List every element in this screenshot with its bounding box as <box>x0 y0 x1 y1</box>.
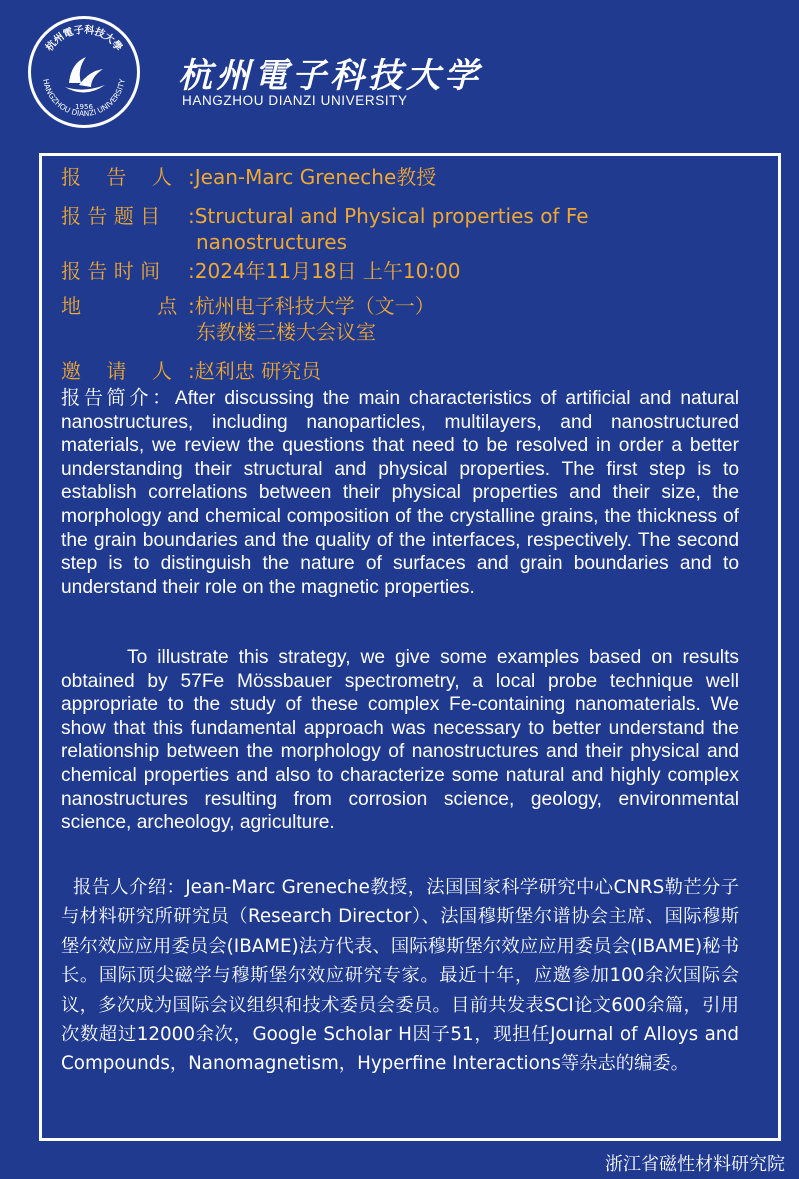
university-name-cn: 杭州電子科技大学 <box>178 56 482 96</box>
header <box>0 0 799 150</box>
speaker-row <box>61 165 437 190</box>
place-value-line1: :杭州电子科技大学（文一） <box>188 294 435 318</box>
speaker-label: 报 告 人 <box>61 165 172 189</box>
speaker-value: :Jean-Marc Greneche教授 <box>188 165 437 189</box>
speaker-bio: 报告人介绍：Jean-Marc Greneche教授，法国国家科学研究中心CNRS勒芒分子与材料研究所研究员（Research Director）、法国穆斯堡尔谱协会主席、国际穆斯堡尔效应应用委员会(IBAME)法方代表、国际穆斯堡尔效应应用委员会(IBAME)秘书长。国际顶尖磁学与穆斯堡尔效应研究专家。最近十年，应邀参加100余次国际会议，多次成为国际会议组织和技术委员会委员。目前共发表SCI论文600余篇，引用次数超过12000余次，Google Scholar H因子51，现担任Journal of Alloys and Compounds，Nanomagnetism，Hyperfine Interactions等杂志的编委。 <box>61 877 739 1075</box>
abstract-paragraph-2: To illustrate this strategy, we give some examples based on results obtained by 57Fe Mössbauer spectrometry, a local probe technique well appropriate to the study of these complex Fe-containing nanomaterials. We show that this fundamental approach was necessary to better understand the relationship between the morphology of nanostructures and their physical and chemical properties and also to characterize some natural and highly complex nanostructures resulting from corrosion science, geology, environmental science, archeology, agriculture. <box>61 647 739 834</box>
place-label: 地 点 <box>61 294 178 318</box>
abstract-paragraph-1: 报告简介：After discussing the main characteristics of artificial and natural nanostructures, including nanoparticles, multilayers, and nanostructured materials, we review the questions that need to be resolved in order a better understanding their structural and physical properties. The first step is to establish correlations between their physical properties and their size, the morphology and chemical composition of the crystalline grains, the thickness of the grain boundaries and the quality of the interfaces, respectively. The second step is to distinguish the nature of surfaces and grain boundaries and to understand their role on the magnetic properties. <box>61 388 739 598</box>
svg-text:HANGZHOU DIANZI UNIVERSITY: HANGZHOU DIANZI UNIVERSITY <box>41 78 127 119</box>
host-value: :赵利忠 研究员 <box>188 359 322 383</box>
svg-text:杭州電子科技大學: 杭州電子科技大學 <box>44 24 124 54</box>
time-label: 报 告 时 间 <box>61 259 161 283</box>
title-value-line2: nanostructures <box>196 230 348 254</box>
place-row <box>61 294 435 319</box>
title-value-line1: :Structural and Physical properties of Fe <box>188 204 589 228</box>
time-row <box>61 259 461 284</box>
university-logo <box>28 16 140 128</box>
title-label: 报 告 题 目 <box>61 204 161 228</box>
host-label: 邀 请 人 <box>61 359 172 383</box>
footer-institute: 浙江省磁性材料研究院 <box>605 1154 785 1175</box>
logo-year: 1956 <box>75 103 93 111</box>
title-row <box>61 204 589 229</box>
place-value-line2: 东教楼三楼大会议室 <box>196 320 376 344</box>
host-row <box>61 359 322 384</box>
time-value: :2024年11月18日 上午10:00 <box>188 259 461 283</box>
university-name-en: HANGZHOU DIANZI UNIVERSITY <box>182 93 408 108</box>
